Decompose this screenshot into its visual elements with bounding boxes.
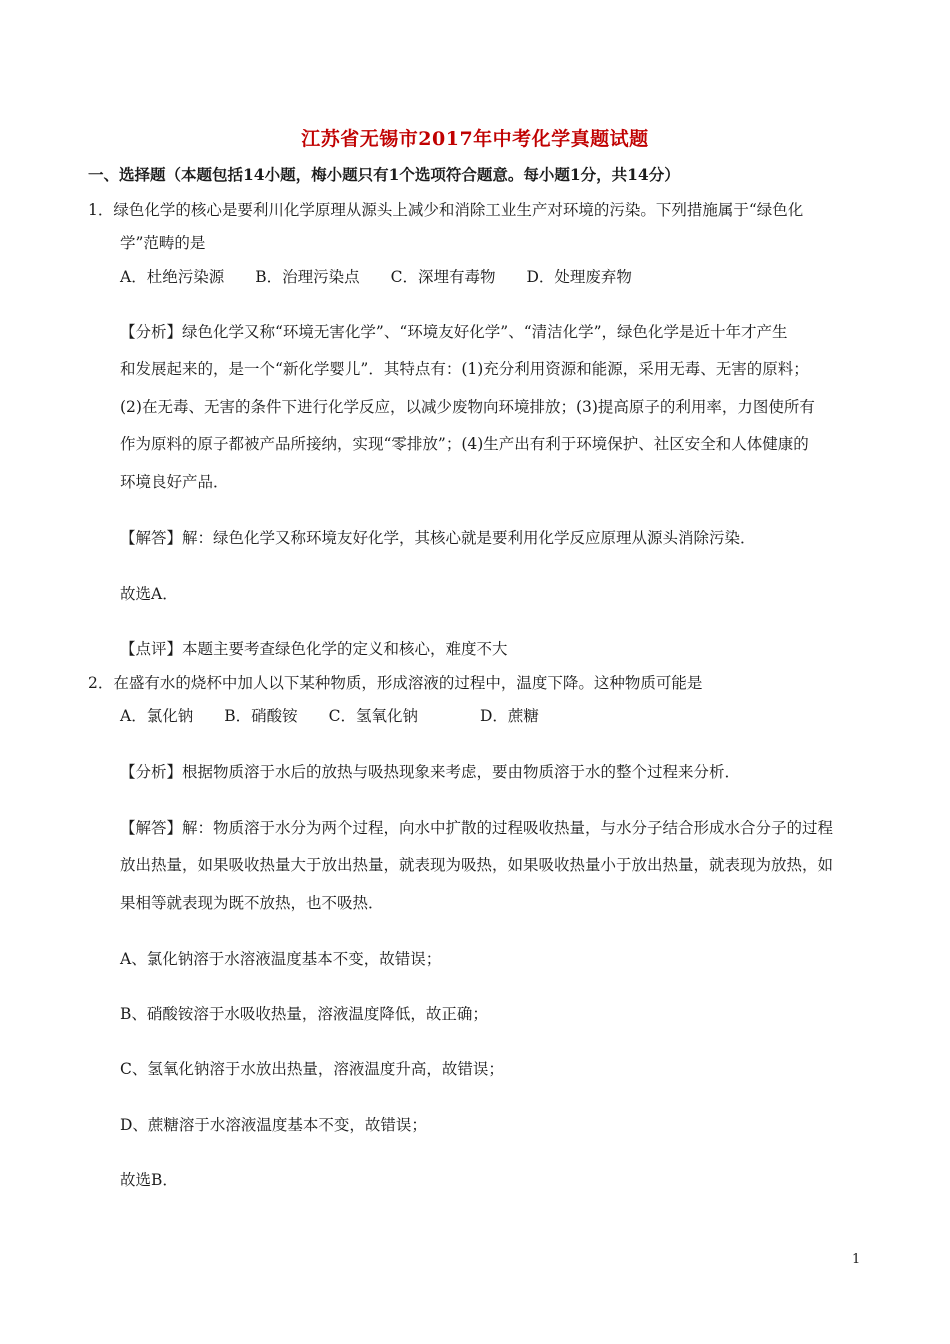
q1-analysis-line: 【分析】绿色化学又称“环境无害化学”、“环境友好化学”、“清洁化学”，绿色化学是近十年才产生 bbox=[120, 323, 788, 341]
q1-answer: 【解答】解：绿色化学又称环境友好化学，其核心就是要利用化学反应原理从源头消除污染． bbox=[120, 529, 756, 547]
page-number: 1 bbox=[852, 1252, 861, 1267]
q1-comment: 【点评】本题主要考查绿色化学的定义和核心，难度不大 bbox=[120, 640, 508, 658]
q2-option-b-explanation: B、硝酸铵溶于水吸收热量，溶液温度降低，故正确； bbox=[120, 1005, 488, 1023]
page-title: 江苏省无锡市2017年中考化学真题试题 bbox=[301, 128, 649, 150]
q1-analysis-line: (2)在无毒、无害的条件下进行化学反应，以减少废物向环境排放；(3)提高原子的利用率，力图使所有 bbox=[120, 398, 815, 416]
q2-choice: 故选B． bbox=[120, 1171, 178, 1189]
q2-option-c-explanation: C、氢氧化钠溶于水放出热量，溶液温度升高，故错误； bbox=[120, 1060, 504, 1078]
q2-stem: 2．在盛有水的烧杯中加人以下某种物质，形成溶液的过程中，温度下降。这种物质可能是 bbox=[88, 674, 703, 692]
q1-options: A．杜绝污染源 B．治理污染点 C．深埋有毒物 D．处理废弃物 bbox=[120, 268, 632, 286]
q1-analysis-line: 和发展起来的，是一个“新化学婴儿”．其特点有：(1)充分利用资源和能源，采用无毒、无害的原料； bbox=[120, 360, 809, 378]
q1-stem-line1: 1．绿色化学的核心是要利川化学原理从源头上减少和消除工业生产对环境的污染。下列措施属于“绿色化 bbox=[88, 201, 804, 219]
q2-options: A．氯化钠 B．硝酸铵 C．氢氧化钠 D．蔗糖 bbox=[120, 707, 539, 725]
q2-option-a-explanation: A、氯化钠溶于水溶液温度基本不变，故错误； bbox=[120, 950, 442, 968]
q2-answer-line: 【解答】解：物质溶于水分为两个过程，向水中扩散的过程吸收热量，与水分子结合形成水合分子的过程 bbox=[120, 819, 834, 837]
q2-answer-line: 果相等就表现为既不放热，也不吸热． bbox=[120, 894, 384, 912]
section-heading: 一、选择题（本题包括14小题，梅小题只有1个选项符合题意。每小题1分，共14分） bbox=[88, 165, 680, 184]
q1-analysis-line: 环境良好产品． bbox=[120, 473, 229, 491]
q2-option-d-explanation: D、蔗糖溶于水溶液温度基本不变，故错误； bbox=[120, 1116, 427, 1134]
q2-answer-line: 放出热量，如果吸收热量大于放出热量，就表现为吸热，如果吸收热量小于放出热量，就表现为放热，如 bbox=[120, 856, 834, 874]
q1-analysis-line: 作为原料的原子都被产品所接纳，实现“零排放”；(4)生产出有利于环境保护、社区安全和人体健康的 bbox=[120, 435, 809, 453]
q1-stem-line2: 学”范畴的是 bbox=[120, 234, 206, 252]
q1-choice: 故选A． bbox=[120, 585, 178, 603]
q2-analysis: 【分析】根据物质溶于水后的放热与吸热现象来考虑，要由物质溶于水的整个过程来分析． bbox=[120, 763, 741, 781]
